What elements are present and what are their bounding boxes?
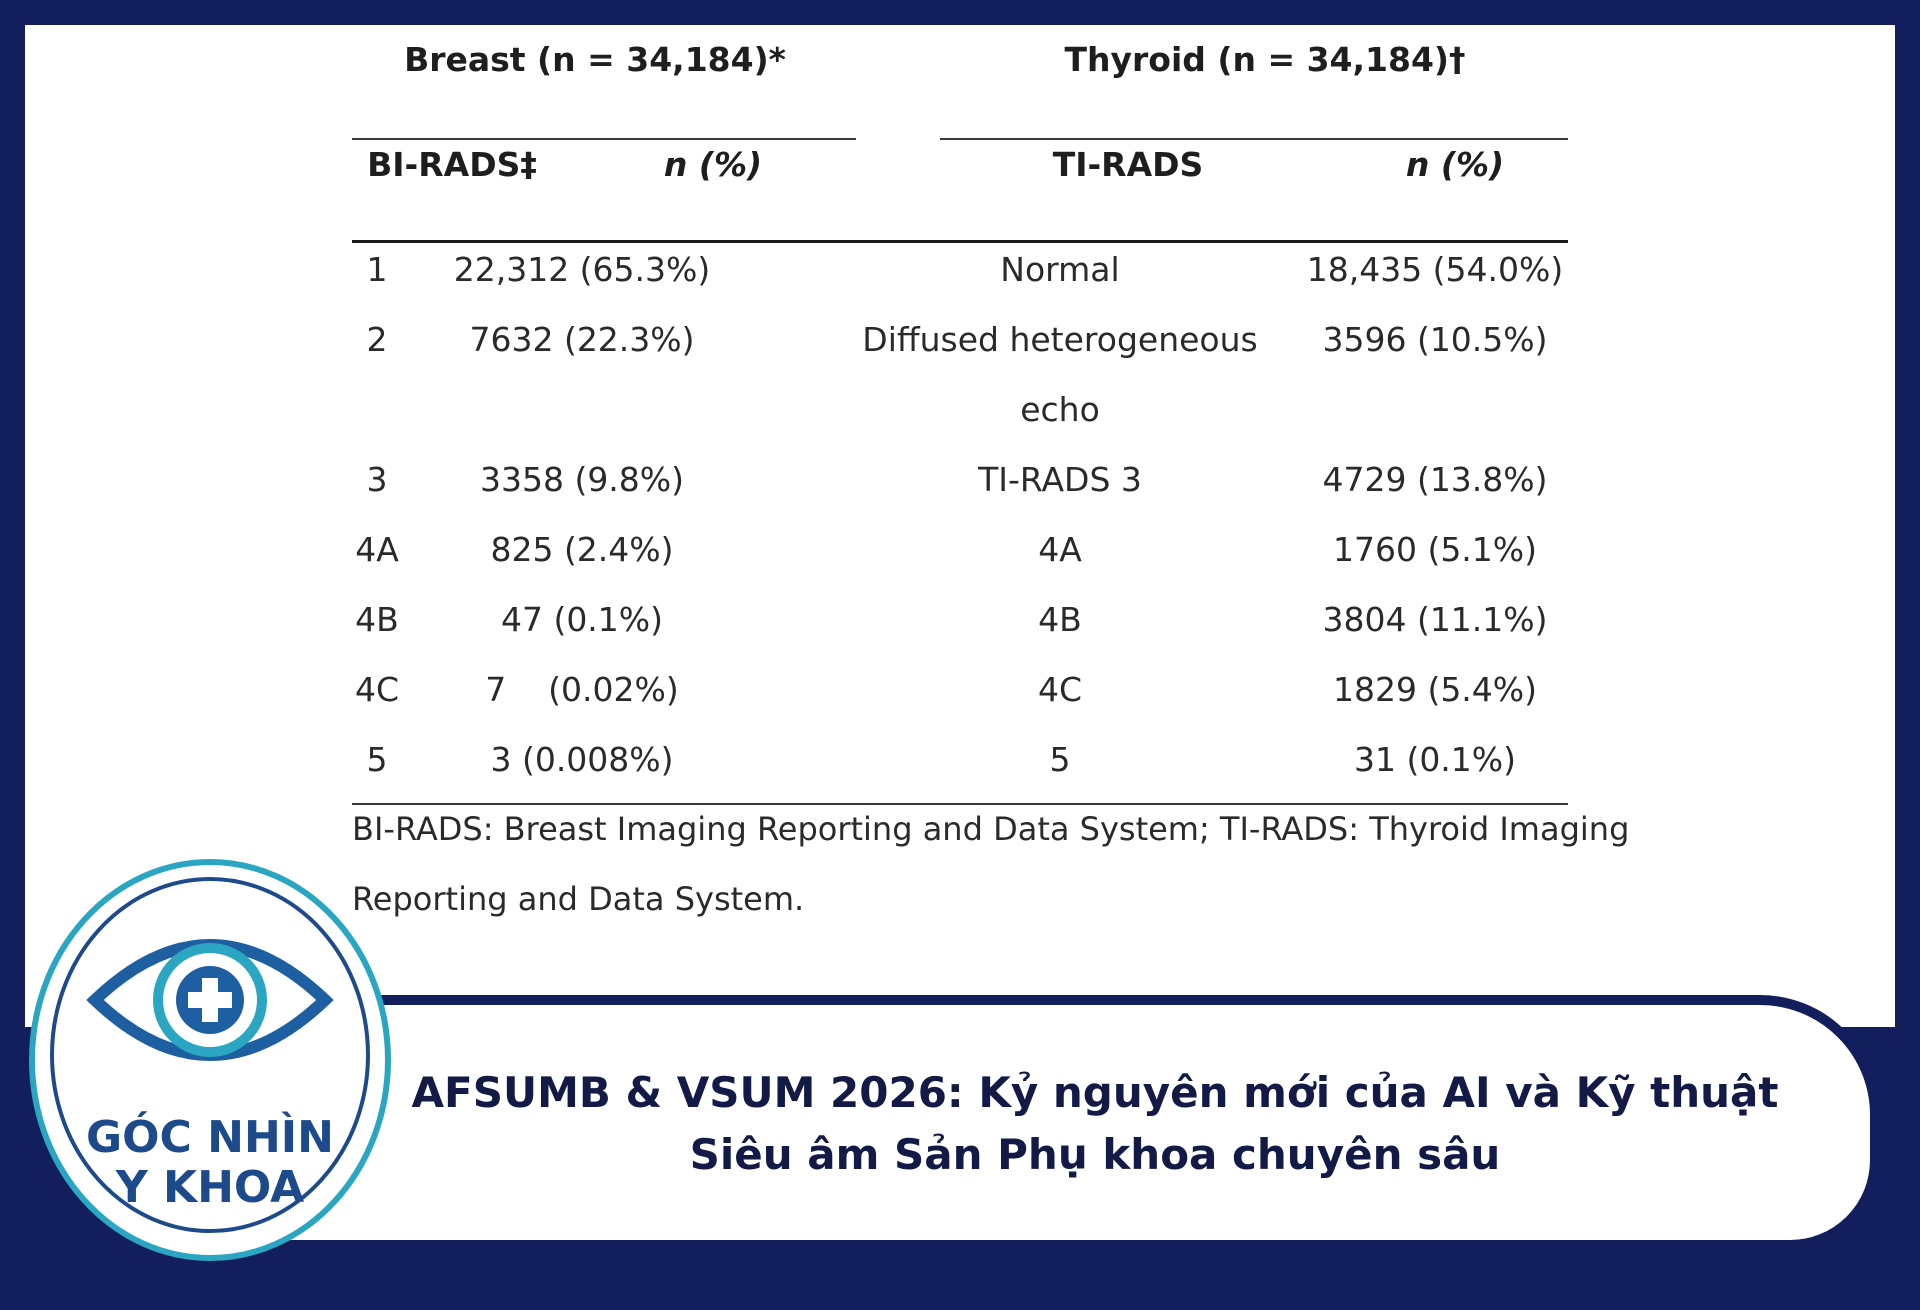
table-bottom-rule: [352, 803, 1568, 805]
goc-nhin-y-khoa-logo: [20, 840, 410, 1280]
table-cell-breast: 7632 (22.3%): [469, 320, 695, 359]
table-cell-tirads: 4C: [1037, 670, 1083, 709]
breast-header: Breast (n = 34,184)*: [404, 40, 786, 79]
table-cell-breast: 3358 (9.8%): [479, 460, 685, 499]
header-rule-right: [940, 138, 1568, 140]
logo-text-line-2: Y KHOA: [115, 1162, 305, 1213]
banner-title-line-1: AFSUMB & VSUM 2026: Kỷ nguyên mới của AI và Kỹ thuật: [411, 1068, 1779, 1117]
table-cell-birads: 1: [366, 250, 388, 289]
table-cell-birads: 4B: [355, 600, 399, 639]
table-cell-thyroid: 1760 (5.1%): [1332, 530, 1538, 569]
table-cell-birads: 3: [366, 460, 388, 499]
table-cell-thyroid: 31 (0.1%): [1353, 740, 1517, 779]
breast-n-column-header: n (%): [663, 145, 763, 184]
thyroid-n-column-header: n (%): [1405, 145, 1505, 184]
table-cell-tirads: Normal: [1000, 250, 1120, 289]
logo-text-line-1: GÓC NHÌN: [86, 1112, 334, 1163]
table-cell-breast: 7 (0.02%): [485, 670, 679, 709]
table-cell-birads: 2: [366, 320, 388, 359]
table-cell-birads: 5: [366, 740, 388, 779]
table-footnote-line-2: Reporting and Data System.: [352, 880, 805, 918]
table-cell-tirads: echo: [1020, 390, 1100, 429]
column-header-rule: [352, 240, 1568, 243]
table-cell-thyroid: 3596 (10.5%): [1322, 320, 1548, 359]
table-cell-thyroid: 3804 (11.1%): [1322, 600, 1548, 639]
table-cell-birads: 4A: [355, 530, 399, 569]
table-cell-tirads: TI-RADS 3: [978, 460, 1142, 499]
table-cell-breast: 3 (0.008%): [490, 740, 674, 779]
table-cell-tirads: 4B: [1038, 600, 1082, 639]
header-rule-left: [352, 138, 856, 140]
birads-column-header: BI-RADS‡: [367, 145, 537, 184]
table-cell-thyroid: 18,435 (54.0%): [1306, 250, 1564, 289]
table-footnote-line-1: BI-RADS: Breast Imaging Reporting and Data System; TI-RADS: Thyroid Imaging: [352, 810, 1630, 848]
title-banner: [280, 995, 1880, 1250]
table-cell-breast: 47 (0.1%): [500, 600, 664, 639]
table-cell-tirads: 5: [1049, 740, 1071, 779]
thyroid-header: Thyroid (n = 34,184)†: [1064, 40, 1466, 79]
tirads-column-header: TI-RADS: [1052, 145, 1204, 184]
table-cell-tirads: Diffused heterogeneous: [862, 320, 1258, 359]
table-cell-tirads: 4A: [1038, 530, 1082, 569]
banner-title-line-2: Siêu âm Sản Phụ khoa chuyên sâu: [689, 1130, 1501, 1179]
table-cell-breast: 22,312 (65.3%): [453, 250, 711, 289]
table-cell-birads: 4C: [354, 670, 400, 709]
table-cell-thyroid: 4729 (13.8%): [1322, 460, 1548, 499]
table-cell-thyroid: 1829 (5.4%): [1332, 670, 1538, 709]
table-cell-breast: 825 (2.4%): [490, 530, 674, 569]
